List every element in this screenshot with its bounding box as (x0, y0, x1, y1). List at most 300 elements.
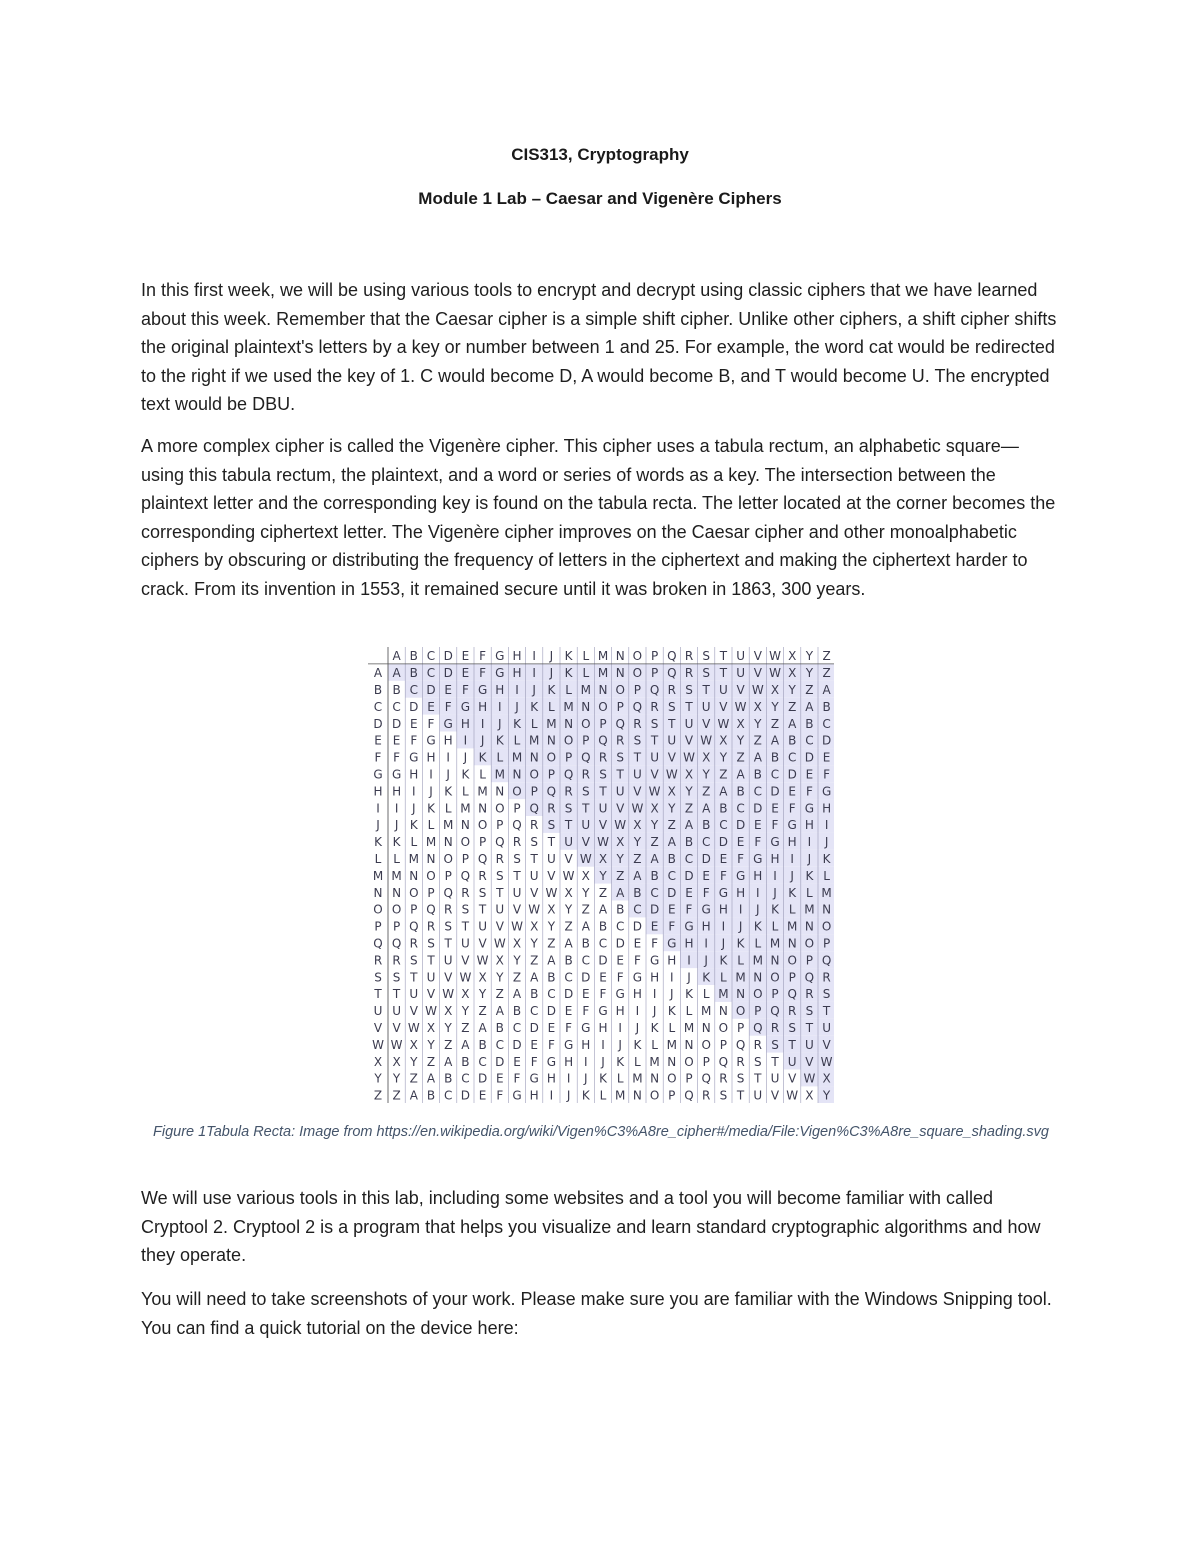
tabula-cell-letter: P (736, 1020, 745, 1035)
tabula-cell-letter: K (444, 784, 453, 799)
tabula-cell-letter: Q (391, 936, 402, 951)
tabula-cell-letter: W (597, 835, 609, 850)
tabula-cell-letter: T (496, 885, 504, 900)
tabula-cell-letter: I (584, 1054, 588, 1069)
tabula-cell-letter: B (495, 1020, 504, 1035)
tabula-cell-letter: G (443, 716, 453, 731)
tabula-cell-letter: B (598, 919, 608, 934)
tabula-cell-letter: Y (496, 970, 504, 985)
tabula-cell-letter: G (460, 699, 471, 714)
tabula-cell-letter: V (495, 919, 504, 934)
tabula-cell-letter: B (392, 682, 401, 697)
tabula-cell-letter: F (823, 767, 831, 782)
tabula-cell-letter: B (736, 784, 745, 799)
tabula-cell-letter: Q (495, 835, 505, 850)
tabula-cell-letter: O (598, 699, 608, 714)
tabula-cell-letter: J (807, 851, 812, 866)
tabula-cell-letter: N (632, 1088, 642, 1103)
tabula-cell-letter: T (392, 987, 401, 1002)
tabula-cell-letter: B (822, 699, 831, 714)
tabula-cell-letter: Z (426, 1054, 436, 1069)
tabula-cell-letter: V (616, 801, 625, 816)
tabula-cell-letter: J (601, 1054, 605, 1069)
tabula-cell-letter: B (547, 970, 556, 985)
column-header-letter: X (788, 649, 797, 664)
tabula-cell-letter: O (649, 1088, 660, 1103)
tabula-cell-letter: L (530, 716, 538, 731)
column-header-letter: V (753, 649, 762, 664)
tabula-cell-letter: G (649, 953, 660, 968)
document-subtitle: Module 1 Lab – Caesar and Vigenère Ciphers (418, 189, 782, 208)
tabula-cell-letter: G (391, 767, 402, 782)
tabula-cell-letter: R (409, 936, 418, 951)
column-header-letter: D (443, 649, 453, 664)
tabula-cell-letter: E (650, 919, 659, 934)
tabula-cell-letter: M (391, 868, 402, 883)
tabula-cell-letter: W (648, 784, 661, 799)
tabula-cell-letter: A (616, 885, 625, 900)
tabula-cell-letter: D (546, 1004, 557, 1019)
tabula-cell-letter: U (770, 1071, 780, 1086)
tabula-cell-letter: C (736, 801, 745, 816)
tabula-cell-letter: W (511, 919, 523, 934)
tabula-cell-letter: N (753, 970, 763, 985)
tabula-cell-letter: E (564, 1004, 573, 1019)
tabula-cell-letter: C (616, 919, 625, 934)
tabula-cell-letter: O (735, 1004, 746, 1019)
tabula-cell-letter: Q (581, 750, 591, 765)
tabula-cell-letter: E (754, 818, 762, 833)
tabula-cell-letter: T (530, 851, 538, 866)
column-header-letter: E (461, 649, 470, 664)
tabula-cell-letter: S (581, 784, 590, 799)
tabula-cell-letter: X (409, 1037, 418, 1052)
tabula-cell-letter: Y (805, 666, 814, 681)
tabula-cell-letter: Q (512, 818, 522, 833)
tabula-cell-letter: H (718, 902, 728, 917)
tabula-cell-letter: R (392, 953, 401, 968)
tabula-cell-letter: O (684, 1054, 694, 1069)
tabula-cell-letter: Y (616, 851, 624, 866)
tabula-cell-letter: C (753, 784, 762, 799)
column-header-letter: P (650, 649, 659, 664)
tabula-cell-letter: Y (788, 682, 796, 697)
tabula-cell-letter: D (581, 970, 591, 985)
tabula-cell-letter: W (562, 868, 575, 883)
tabula-cell-letter: Q (649, 682, 660, 697)
tabula-cell-letter: K (461, 767, 470, 782)
tabula-cell-letter: P (633, 682, 642, 697)
tabula-cell-letter: W (614, 818, 627, 833)
tabula-cell-letter: G (477, 682, 488, 697)
tabula-cell-letter: V (736, 682, 745, 697)
tabula-cell-letter: O (409, 885, 419, 900)
tabula-cell-letter: I (515, 682, 519, 697)
tabula-cell-letter: I (532, 666, 536, 681)
tabula-cell-letter: N (650, 1071, 660, 1086)
tabula-cell-letter: L (823, 868, 830, 883)
tabula-cell-letter: R (512, 835, 522, 850)
tabula-cell-letter: D (598, 953, 608, 968)
tabula-cell-letter: D (787, 767, 797, 782)
tabula-cell-letter: A (788, 716, 797, 731)
tabula-cell-letter: W (803, 1071, 816, 1086)
tabula-cell-letter: T (582, 801, 590, 816)
tabula-cell-letter: Q (563, 767, 574, 782)
tabula-cell-letter: C (633, 902, 642, 917)
tabula-cell-letter: I (394, 801, 399, 816)
tabula-cell-letter: G (684, 919, 694, 934)
tabula-cell-letter: V (444, 970, 453, 985)
tabula-cell-letter: K (702, 970, 711, 985)
tabula-cell-letter: G (409, 750, 419, 765)
tabula-cell-letter: D (684, 868, 694, 883)
tabula-cell-letter: I (670, 970, 674, 985)
tabula-cell-letter: C (409, 682, 418, 697)
tabula-cell-letter: C (426, 666, 436, 681)
tabula-cell-letter: S (616, 750, 625, 765)
row-header-letter: E (374, 733, 382, 748)
shaded-band (594, 867, 834, 884)
tabula-cell-letter: O (495, 801, 505, 816)
tabula-cell-letter: K (788, 885, 797, 900)
tabula-cell-letter: W (459, 970, 472, 985)
tabula-cell-letter: L (806, 885, 813, 900)
tabula-cell-letter: R (684, 666, 694, 681)
tabula-cell-letter: N (615, 666, 625, 681)
tabula-cell-letter: K (771, 902, 779, 917)
tabula-cell-letter: W (786, 1088, 799, 1103)
tabula-cell-letter: V (753, 666, 762, 681)
tabula-cell-letter: W (820, 1054, 833, 1069)
tabula-cell-letter: I (687, 953, 691, 968)
tabula-cell-letter: T (650, 733, 659, 748)
column-header-letter: A (392, 649, 401, 664)
tabula-cell-letter: K (599, 1071, 607, 1086)
tabula-cell-letter: G (667, 936, 677, 951)
tabula-cell-letter: T (478, 902, 487, 917)
tabula-cell-letter: N (701, 1020, 711, 1035)
tabula-cell-letter: E (410, 716, 418, 731)
tabula-cell-letter: S (805, 1004, 814, 1019)
tabula-cell-letter: U (529, 868, 539, 883)
tabula-cell-letter: T (736, 1088, 745, 1103)
tabula-cell-letter: Q (598, 733, 608, 748)
tabula-cell-letter: O (701, 1037, 711, 1052)
tabula-cell-letter: F (788, 801, 796, 816)
tabula-cell-letter: B (805, 716, 814, 731)
tabula-cell-letter: J (429, 784, 433, 799)
tabula-cell-letter: C (581, 953, 590, 968)
tabula-cell-letter: H (667, 953, 677, 968)
tabula-cell-letter: P (547, 767, 556, 782)
tabula-cell-letter: F (633, 953, 641, 968)
tabula-cell-letter: K (685, 987, 693, 1002)
tabula-cell-letter: B (512, 1004, 522, 1019)
tabula-cell-letter: D (409, 699, 419, 714)
tabula-cell-letter: X (512, 936, 522, 951)
tabula-cell-letter: L (496, 750, 504, 765)
tabula-cell-letter: R (788, 1004, 797, 1019)
tabula-cell-letter: H (822, 801, 832, 816)
tabula-cell-letter: F (702, 885, 710, 900)
row-header-letter: O (373, 902, 383, 917)
tabula-cell-letter: Q (701, 1071, 711, 1086)
tabula-cell-letter: J (824, 835, 829, 850)
tabula-cell-letter: F (582, 1004, 590, 1019)
tabula-cell-letter: D (426, 682, 436, 697)
tabula-cell-letter: Z (564, 919, 573, 934)
tabula-cell-letter: A (822, 682, 831, 697)
tabula-cell-letter: V (805, 1054, 814, 1069)
tabula-cell-letter: U (461, 936, 470, 951)
tabula-cell-letter: W (579, 851, 592, 866)
tabula-cell-letter: X (770, 682, 780, 697)
tabula-cell-letter: O (667, 1071, 677, 1086)
tabula-cell-letter: T (616, 767, 624, 782)
tabula-cell-letter: J (584, 1071, 588, 1086)
tabula-cell-letter: B (667, 851, 676, 866)
tabula-cell-letter: M (563, 699, 574, 714)
tabula-cell-letter: B (650, 868, 659, 883)
tabula-cell-letter: E (788, 784, 796, 799)
tabula-cell-letter: S (736, 1071, 745, 1086)
tabula-cell-letter: C (598, 936, 608, 951)
tabula-cell-letter: T (719, 666, 728, 681)
tabula-cell-letter: Z (770, 716, 780, 731)
tabula-cell-letter: Q (667, 666, 677, 681)
tabula-cell-letter: U (392, 1004, 401, 1019)
tabula-cell-letter: E (530, 1037, 538, 1052)
tabula-cell-letter: J (480, 733, 485, 748)
tabula-cell-letter: Y (513, 953, 521, 968)
tabula-cell-letter: U (650, 750, 659, 765)
tabula-cell-letter: X (650, 801, 659, 816)
tabula-cell-letter: V (564, 851, 573, 866)
tabula-cell-letter: D (753, 801, 763, 816)
row-header-letter: H (373, 784, 383, 799)
tabula-cell-letter: Q (804, 970, 815, 985)
tabula-cell-letter: X (530, 919, 539, 934)
tabula-cell-letter: U (581, 818, 591, 833)
tabula-cell-letter: F (547, 1037, 555, 1052)
tabula-cell-letter: U (805, 1037, 814, 1052)
tabula-cell-letter: S (530, 835, 539, 850)
tabula-cell-letter: M (443, 818, 454, 833)
tabula-cell-letter: F (668, 919, 676, 934)
tabula-cell-letter: B (719, 801, 728, 816)
tabula-cell-letter: K (409, 818, 418, 833)
tabula-cell-letter: E (513, 1054, 521, 1069)
shaded-band (732, 1002, 834, 1019)
tabula-cell-letter: K (392, 835, 401, 850)
tabula-cell-letter: G (615, 987, 625, 1002)
row-header-letter: B (373, 682, 383, 697)
tabula-cell-letter: S (822, 987, 831, 1002)
tabula-cell-letter: H (753, 868, 763, 883)
tabula-cell-letter: S (478, 885, 487, 900)
tabula-cell-letter: Y (668, 801, 676, 816)
tabula-cell-letter: G (546, 1054, 557, 1069)
tabula-cell-letter: I (463, 733, 468, 748)
row-header-letter: R (373, 953, 383, 968)
column-header-letter: H (512, 649, 522, 664)
tabula-cell-letter: U (409, 987, 419, 1002)
tabula-cell-letter: Z (667, 818, 676, 833)
tabula-cell-letter: Y (461, 1004, 470, 1019)
tabula-cell-letter: W (493, 936, 506, 951)
tabula-cell-letter: P (599, 716, 607, 731)
tabula-cell-letter: A (650, 851, 659, 866)
tabula-cell-letter: H (409, 767, 419, 782)
tabula-cell-letter: Z (461, 1020, 470, 1035)
tabula-cell-letter: J (704, 953, 708, 968)
tabula-cell-letter: M (425, 835, 437, 850)
column-header-letter: Q (667, 649, 677, 664)
tabula-cell-letter: K (805, 868, 814, 883)
tabula-cell-letter: H (512, 666, 522, 681)
tabula-cell-letter: P (582, 733, 590, 748)
tabula-cell-letter: L (634, 1054, 641, 1069)
tabula-cell-letter: L (737, 953, 744, 968)
tabula-cell-letter: P (771, 987, 779, 1002)
tabula-cell-letter: E (702, 868, 710, 883)
tabula-cell-letter: R (444, 902, 453, 917)
row-header-letter: M (372, 868, 384, 883)
tabula-cell-letter: H (426, 750, 436, 765)
column-header-letter: Z (822, 649, 831, 664)
tabula-cell-letter: G (701, 902, 711, 917)
paragraph-vigenere-intro: A more complex cipher is called the Vigenère cipher. This cipher uses a tabula rectum, an alphabetic square—using this tabula rectum, the plaintext, and a word or series of words as a key. The intersection between the plaintext letter and the corresponding key is found on the tabula recta. The letter located at the corner becomes the corresponding ciphertext letter. The Vigenère cipher improves on the Caesar cipher and other monoalphabetic ciphers by obscuring or distributing the frequency of letters in the ciphertext and making the ciphertext harder to crack. From its invention in 1553, it remained secure until it was broken in 1863, 300 years. (141, 436, 1056, 599)
column-header-letter: G (495, 649, 505, 664)
tabula-cell-letter: V (512, 902, 522, 917)
tabula-cell-letter: C (770, 767, 780, 782)
tabula-cell-letter: O (563, 733, 574, 748)
tabula-cell-letter: O (546, 750, 557, 765)
tabula-cell-letter: T (427, 953, 435, 968)
column-header-letter: C (426, 649, 436, 664)
tabula-cell-letter: F (479, 666, 487, 681)
tabula-cell-letter: I (652, 987, 657, 1002)
tabula-cell-letter: X (805, 1088, 814, 1103)
tabula-cell-letter: F (496, 1088, 504, 1103)
tabula-cell-letter: E (771, 801, 779, 816)
tabula-cell-letter: N (581, 699, 591, 714)
tabula-cell-letter: R (616, 733, 625, 748)
tabula-cell-letter: R (530, 818, 539, 833)
tabula-cell-letter: A (512, 987, 522, 1002)
tabula-cell-letter: V (409, 1004, 418, 1019)
tabula-cell-letter: D (804, 750, 815, 765)
tabula-cell-letter: Y (754, 716, 762, 731)
tabula-cell-letter: X (598, 851, 608, 866)
tabula-cell-letter: O (615, 682, 625, 697)
tabula-cell-letter: I (704, 936, 708, 951)
tabula-cell-letter: T (771, 1054, 779, 1069)
tabula-cell-letter: C (650, 885, 659, 900)
tabula-cell-letter: G (821, 784, 832, 799)
tabula-cell-letter: B (409, 666, 418, 681)
tabula-cell-letter: O (753, 987, 763, 1002)
tabula-cell-letter: U (753, 1088, 763, 1103)
tabula-cell-letter: S (495, 868, 504, 883)
tabula-cell-letter: L (771, 919, 779, 934)
tabula-cell-letter: T (668, 716, 676, 731)
tabula-cell-letter: X (564, 885, 573, 900)
tabula-cell-letter: S (513, 851, 521, 866)
tabula-cell-letter: E (719, 851, 728, 866)
tabula-cell-letter: I (721, 919, 726, 934)
tabula-cell-letter: G (718, 885, 729, 900)
tabula-cell-letter: X (822, 1071, 831, 1086)
tabula-cell-letter: Z (512, 970, 522, 985)
tabula-cell-letter: U (701, 699, 711, 714)
tabula-cell-letter: Y (427, 1037, 435, 1052)
tabula-cell-letter: P (650, 666, 659, 681)
tabula-cell-letter: C (702, 835, 711, 850)
column-header-letter: N (615, 649, 625, 664)
paragraph-caesar-intro: In this first week, we will be using various tools to encrypt and decrypt using classic ciphers that we have learned about this week. Remember that the Caesar cipher is a simple shift cipher. Unlike other ciphers, a shift cipher shifts the original plaintext's letters by a key or number between 1 and 25. For example, the word cat would be redirected to the right if we used the key of 1. C would become D, A would become B, and T would become U. The encrypted text would be DBU. (141, 280, 1057, 415)
tabula-cell-letter: P (461, 851, 470, 866)
tabula-cell-letter: H (478, 699, 488, 714)
tabula-cell-letter: P (530, 784, 538, 799)
tabula-cell-letter: B (684, 835, 694, 850)
tabula-cell-letter: F (737, 851, 745, 866)
column-header-letter: R (684, 649, 694, 664)
tabula-cell-letter: X (426, 1020, 436, 1035)
tabula-cell-letter: P (444, 868, 452, 883)
tabula-cell-letter: Y (736, 733, 745, 748)
tabula-cell-letter: L (685, 1004, 693, 1019)
tabula-cell-letter: S (788, 1020, 797, 1035)
tabula-cell-letter: P (616, 699, 624, 714)
tabula-cell-letter: U (426, 970, 436, 985)
tabula-cell-letter: J (566, 1088, 571, 1103)
tabula-cell-letter: Y (392, 1071, 401, 1086)
row-header-letter: U (373, 1004, 383, 1019)
tabula-cell-letter: P (392, 919, 401, 934)
tabula-cell-letter: V (719, 699, 728, 714)
tabula-cell-letter: Q (684, 1088, 694, 1103)
tabula-cell-letter: P (788, 970, 796, 985)
tabula-cell-letter: X (633, 818, 642, 833)
tabula-cell-letter: S (599, 767, 607, 782)
tabula-cell-letter: X (684, 767, 694, 782)
row-header-letter: L (374, 851, 382, 866)
tabula-cell-letter: K (564, 666, 573, 681)
tabula-cell-letter: D (667, 885, 677, 900)
tabula-cell-letter: J (635, 1020, 640, 1035)
tabula-cell-letter: H (529, 1088, 539, 1103)
shaded-band (388, 664, 834, 681)
tabula-cell-letter: U (615, 784, 625, 799)
tabula-cell-letter: B (753, 767, 762, 782)
tabula-cell-letter: P (719, 1037, 728, 1052)
tabula-cell-letter: D (443, 666, 453, 681)
tabula-cell-letter: H (632, 987, 642, 1002)
tabula-cell-letter: S (685, 682, 693, 697)
tabula-cell-letter: D (512, 1037, 522, 1052)
tabula-cell-letter: H (804, 818, 814, 833)
tabula-cell-letter: I (773, 868, 777, 883)
tabula-cell-letter: T (461, 919, 470, 934)
tabula-cell-letter: C (564, 970, 573, 985)
tabula-cell-letter: F (771, 818, 779, 833)
tabula-cell-letter: B (770, 750, 780, 765)
tabula-cell-letter: M (494, 767, 505, 782)
tabula-cell-letter: P (702, 1054, 710, 1069)
tabula-cell-letter: D (770, 784, 780, 799)
